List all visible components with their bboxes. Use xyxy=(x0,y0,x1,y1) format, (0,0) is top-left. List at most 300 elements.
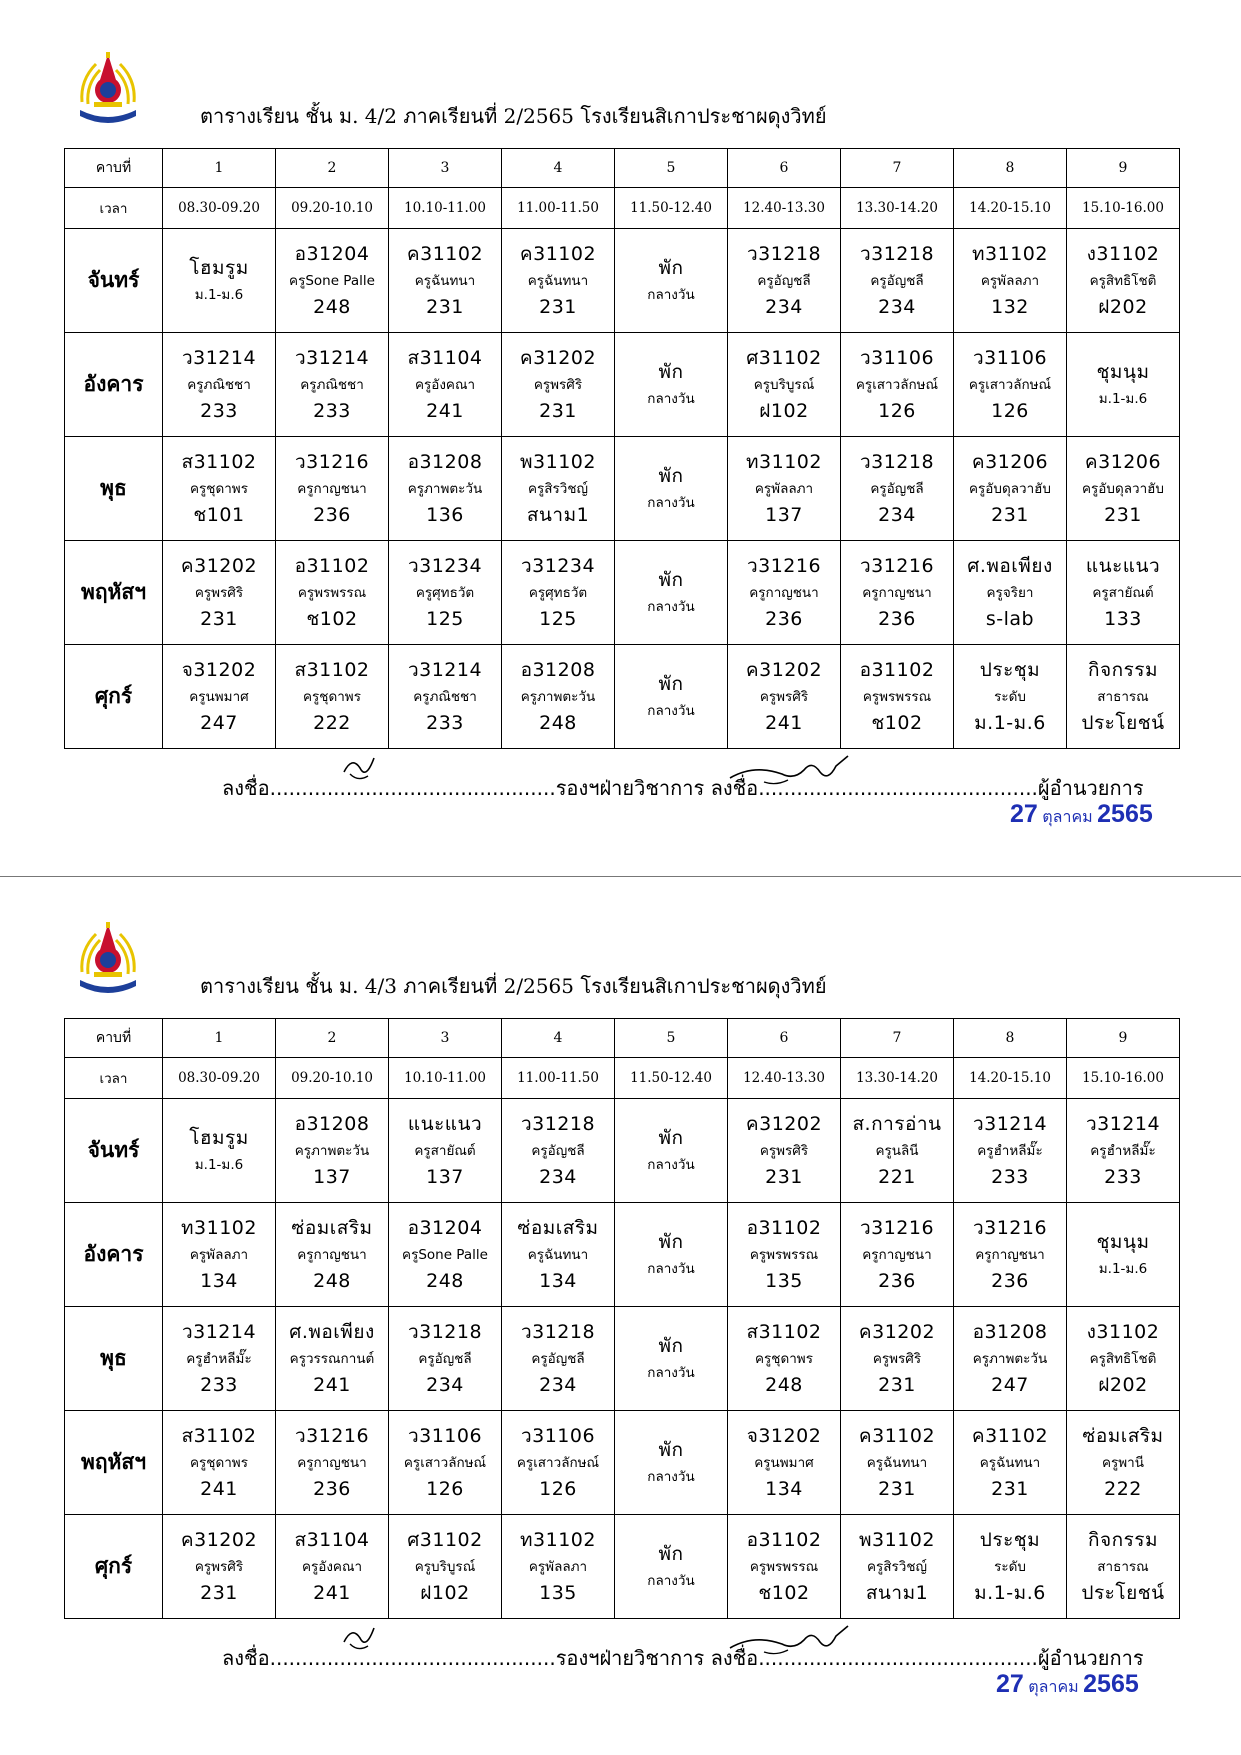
time-slot: 09.20-10.10 xyxy=(276,188,389,229)
subject-code: ว31216 xyxy=(859,554,935,577)
teacher-name: กลางวัน xyxy=(647,1365,695,1381)
class-cell xyxy=(276,1411,389,1515)
class-cell xyxy=(954,1411,1067,1515)
class-cell xyxy=(163,333,276,437)
room-number: ฝ102 xyxy=(759,399,809,422)
teacher-name: ครูภณิชชา xyxy=(187,376,251,393)
period-number: 3 xyxy=(389,149,502,188)
period-number: 5 xyxy=(615,149,728,188)
room-number: 231 xyxy=(200,1581,238,1604)
day-name: พฤหัสฯ xyxy=(65,541,163,645)
teacher-name: ครูพรศิริ xyxy=(194,584,244,601)
class-cell xyxy=(1067,1411,1180,1515)
subject-code: ว31234 xyxy=(407,554,483,577)
room-number: 231 xyxy=(765,1165,803,1188)
subject-code: ว31214 xyxy=(294,346,370,369)
room-number: 234 xyxy=(878,503,916,526)
class-cell xyxy=(615,541,728,645)
time-slot: 12.40-13.30 xyxy=(728,188,841,229)
time-slot: 13.30-14.20 xyxy=(841,1058,954,1099)
room-number: ช102 xyxy=(306,607,358,630)
teacher-name: ครูสิทธิโชติ xyxy=(1089,1350,1157,1367)
time-slot: 15.10-16.00 xyxy=(1067,188,1180,229)
class-cell xyxy=(1067,1307,1180,1411)
teacher-name: ครูพรศิริ xyxy=(194,1558,244,1575)
period-number: 9 xyxy=(1067,149,1180,188)
time-slot: 10.10-11.00 xyxy=(389,1058,502,1099)
time-slot: 14.20-15.10 xyxy=(954,188,1067,229)
subject-code: ว31218 xyxy=(746,242,822,265)
room-number: 248 xyxy=(765,1373,803,1396)
room-number: 134 xyxy=(200,1269,238,1292)
class-cell xyxy=(163,541,276,645)
period-header-row xyxy=(65,149,1180,188)
subject-code: ว31218 xyxy=(407,1320,483,1343)
teacher-name: ครูนลินี xyxy=(875,1142,919,1159)
teacher-name: ครูฉันทนา xyxy=(866,1454,928,1471)
teacher-name: ม.1-ม.6 xyxy=(1098,1261,1148,1277)
teacher-name: ครูสายัณต์ xyxy=(414,1142,476,1159)
class-cell xyxy=(1067,1099,1180,1203)
room-number: 135 xyxy=(539,1581,577,1604)
teacher-name: ครูศุทธวัต xyxy=(528,584,588,601)
day-row xyxy=(65,645,1180,749)
room-number: 231 xyxy=(991,503,1029,526)
time-slot: 11.50-12.40 xyxy=(615,188,728,229)
room-number: 125 xyxy=(539,607,577,630)
subject-code: ส31104 xyxy=(407,346,483,369)
class-cell xyxy=(389,229,502,333)
subject-code: ซ่อมเสริม xyxy=(291,1216,373,1239)
subject-code: ซ่อมเสริม xyxy=(1082,1424,1164,1447)
signature-mark-deputy xyxy=(340,1622,380,1662)
class-cell xyxy=(276,1203,389,1307)
schedule-m4-2 xyxy=(0,0,1241,870)
subject-code: พัก xyxy=(658,1231,684,1253)
class-cell xyxy=(954,1203,1067,1307)
teacher-name: ครูSone Palle xyxy=(402,1246,488,1263)
class-cell xyxy=(615,1307,728,1411)
class-cell xyxy=(1067,645,1180,749)
subject-code: ว31218 xyxy=(859,450,935,473)
room-number: 134 xyxy=(539,1269,577,1292)
room-number: 233 xyxy=(991,1165,1029,1188)
subject-code: พ31102 xyxy=(520,450,596,473)
period-number: 9 xyxy=(1067,1019,1180,1058)
teacher-name: ครูสิรวิชญ์ xyxy=(527,480,589,497)
class-cell xyxy=(276,1307,389,1411)
subject-code: ส31104 xyxy=(294,1528,370,1551)
room-number: 236 xyxy=(313,503,351,526)
class-cell xyxy=(615,437,728,541)
class-cell xyxy=(163,229,276,333)
class-cell xyxy=(728,229,841,333)
class-cell xyxy=(954,541,1067,645)
teacher-name: ครูฉันทนา xyxy=(527,272,589,289)
teacher-name: ครูพรพรรณ xyxy=(297,584,367,601)
class-cell xyxy=(502,1307,615,1411)
teacher-name: กลางวัน xyxy=(647,703,695,719)
teacher-name: ครูอังคณา xyxy=(414,376,476,393)
teacher-name: ครูพรศิริ xyxy=(872,1350,922,1367)
subject-code: จ31202 xyxy=(746,1424,822,1447)
room-number: ฝ202 xyxy=(1098,295,1148,318)
teacher-name: กลางวัน xyxy=(647,1157,695,1173)
room-number: ประโยชน์ xyxy=(1081,711,1165,734)
class-cell xyxy=(728,333,841,437)
period-header-row xyxy=(65,1019,1180,1058)
teacher-name: ครูกาญชนา xyxy=(862,1246,932,1263)
teacher-name: ครูนพมาศ xyxy=(754,1454,814,1471)
day-row xyxy=(65,229,1180,333)
day-name: อังคาร xyxy=(65,333,163,437)
teacher-name: ครูฮำหลีมั๊ะ xyxy=(186,1350,252,1367)
room-number: สนาม1 xyxy=(865,1581,929,1604)
day-name: จันทร์ xyxy=(65,229,163,333)
signature-mark-director xyxy=(724,1622,854,1666)
day-row xyxy=(65,1307,1180,1411)
schedule-title: ตารางเรียน ชั้น ม. 4/3 ภาคเรียนที่ 2/2565 โรงเรียนสิเกาประชาผดุงวิทย์ xyxy=(200,974,827,998)
teacher-name: กลางวัน xyxy=(647,1261,695,1277)
period-number: 6 xyxy=(728,149,841,188)
subject-code: พัก xyxy=(658,1439,684,1461)
subject-code: ประชุม xyxy=(979,658,1041,681)
room-number: 241 xyxy=(765,711,803,734)
subject-code: ว31214 xyxy=(972,1112,1048,1135)
period-number: 6 xyxy=(728,1019,841,1058)
time-slot: 15.10-16.00 xyxy=(1067,1058,1180,1099)
class-cell xyxy=(615,1099,728,1203)
room-number: 137 xyxy=(313,1165,351,1188)
teacher-name: ครูพรพรรณ xyxy=(749,1246,819,1263)
class-cell xyxy=(163,1515,276,1619)
day-name: ศุกร์ xyxy=(65,1515,163,1619)
teacher-name: กลางวัน xyxy=(647,1573,695,1589)
period-label: คาบที่ xyxy=(65,1019,163,1058)
room-number: 126 xyxy=(539,1477,577,1500)
day-name: จันทร์ xyxy=(65,1099,163,1203)
room-number: 231 xyxy=(878,1373,916,1396)
teacher-name: ครูพรพรรณ xyxy=(749,1558,819,1575)
room-number: 222 xyxy=(313,711,351,734)
room-number: 126 xyxy=(878,399,916,422)
room-number: 222 xyxy=(1104,1477,1142,1500)
subject-code: ว31218 xyxy=(520,1112,596,1135)
subject-code: พ31102 xyxy=(859,1528,935,1551)
subject-code: พัก xyxy=(658,361,684,383)
subject-code: ค31202 xyxy=(519,346,597,369)
class-cell xyxy=(276,1515,389,1619)
room-number: 126 xyxy=(991,399,1029,422)
room-number: 236 xyxy=(878,607,916,630)
class-cell xyxy=(389,1099,502,1203)
room-number: 233 xyxy=(313,399,351,422)
teacher-name: ระดับ xyxy=(994,688,1026,705)
subject-code: อ31102 xyxy=(294,554,370,577)
time-slot: 08.30-09.20 xyxy=(163,1058,276,1099)
teacher-name: ครูกาญชนา xyxy=(297,1454,367,1471)
subject-code: กิจกรรม xyxy=(1087,1528,1159,1551)
class-cell xyxy=(389,1203,502,1307)
subject-code: ค31202 xyxy=(745,1112,823,1135)
time-slot: 11.50-12.40 xyxy=(615,1058,728,1099)
subject-code: อ31208 xyxy=(294,1112,370,1135)
class-cell xyxy=(1067,541,1180,645)
teacher-name: ครูชุดาพร xyxy=(190,480,248,497)
class-cell xyxy=(502,645,615,749)
teacher-name: ครูนพมาศ xyxy=(189,688,249,705)
teacher-name: ครูอับดุลวาฮับ xyxy=(1082,480,1164,497)
teacher-name: ครูพรศิริ xyxy=(759,1142,809,1159)
room-number: 233 xyxy=(200,399,238,422)
signed-date xyxy=(1010,800,1153,830)
class-cell xyxy=(502,437,615,541)
room-number: 248 xyxy=(313,295,351,318)
teacher-name: ครูกาญชนา xyxy=(749,584,819,601)
class-cell xyxy=(728,1203,841,1307)
teacher-name: ครูภาพตะวัน xyxy=(972,1350,1048,1367)
subject-code: ส31102 xyxy=(181,450,257,473)
subject-code: ค31102 xyxy=(858,1424,936,1447)
class-cell xyxy=(841,333,954,437)
subject-code: ค31202 xyxy=(180,1528,258,1551)
teacher-name: ครูอัญชลี xyxy=(870,480,924,497)
class-cell xyxy=(163,1411,276,1515)
teacher-name: ครูฮำหลีมั๊ะ xyxy=(977,1142,1043,1159)
day-row xyxy=(65,437,1180,541)
room-number: 247 xyxy=(991,1373,1029,1396)
subject-code: ว31218 xyxy=(859,242,935,265)
room-number: 241 xyxy=(313,1373,351,1396)
subject-code: ค31102 xyxy=(519,242,597,265)
teacher-name: ครูเสาวลักษณ์ xyxy=(968,376,1052,393)
time-slot: 10.10-11.00 xyxy=(389,188,502,229)
teacher-name: ครูภาพตะวัน xyxy=(294,1142,370,1159)
room-number: 236 xyxy=(765,607,803,630)
subject-code: ง31102 xyxy=(1086,1320,1160,1343)
teacher-name: ครูบริบูรณ์ xyxy=(414,1558,476,1575)
teacher-name: ครูภาพตะวัน xyxy=(520,688,596,705)
teacher-name: ครูพัลลภา xyxy=(528,1558,588,1575)
subject-code: ชุมนุม xyxy=(1096,361,1150,383)
subject-code: ส31102 xyxy=(746,1320,822,1343)
teacher-name: ครูภาพตะวัน xyxy=(407,480,483,497)
class-cell xyxy=(276,1099,389,1203)
teacher-name: ม.1-ม.6 xyxy=(194,1157,244,1173)
subject-code: อ31102 xyxy=(746,1216,822,1239)
teacher-name: ม.1-ม.6 xyxy=(194,287,244,303)
room-number: 248 xyxy=(313,1269,351,1292)
class-cell xyxy=(502,229,615,333)
subject-code: ค31102 xyxy=(406,242,484,265)
period-label: คาบที่ xyxy=(65,149,163,188)
subject-code: ค31202 xyxy=(858,1320,936,1343)
day-row xyxy=(65,1203,1180,1307)
room-number: ฝ202 xyxy=(1098,1373,1148,1396)
subject-code: ว31216 xyxy=(859,1216,935,1239)
class-cell xyxy=(389,541,502,645)
room-number: 231 xyxy=(991,1477,1029,1500)
teacher-name: ครูพรศิริ xyxy=(759,688,809,705)
class-cell xyxy=(841,437,954,541)
class-cell xyxy=(615,1203,728,1307)
schedule-m4-3 xyxy=(0,870,1241,1740)
class-cell xyxy=(163,1307,276,1411)
room-number: 231 xyxy=(539,295,577,318)
schedule-title: ตารางเรียน ชั้น ม. 4/2 ภาคเรียนที่ 2/2565 โรงเรียนสิเกาประชาผดุงวิทย์ xyxy=(200,104,827,128)
teacher-name: ครูจริยา xyxy=(986,584,1034,601)
teacher-name: ครูศุทธวัต xyxy=(415,584,475,601)
subject-code: ท31102 xyxy=(181,1216,257,1239)
room-number: 234 xyxy=(878,295,916,318)
teacher-name: ครูกาญชนา xyxy=(975,1246,1045,1263)
room-number: 137 xyxy=(426,1165,464,1188)
date-day: 27 xyxy=(996,1670,1024,1698)
teacher-name: ครูกาญชนา xyxy=(862,584,932,601)
subject-code: ว31214 xyxy=(181,346,257,369)
timetable xyxy=(64,1018,1180,1619)
signature-line: ลงชื่อ.............................................รองฯฝ่ายวิชาการ ลงชื่อ............................................ผู้อำนวยการ xyxy=(222,776,1144,800)
teacher-name: กลางวัน xyxy=(647,599,695,615)
subject-code: ค31202 xyxy=(745,658,823,681)
subject-code: พัก xyxy=(658,569,684,591)
period-number: 4 xyxy=(502,149,615,188)
teacher-name: ครูเสาวลักษณ์ xyxy=(855,376,939,393)
teacher-name: ครูกาญชนา xyxy=(297,1246,367,1263)
day-name: พุธ xyxy=(65,1307,163,1411)
class-cell xyxy=(954,645,1067,749)
period-number: 8 xyxy=(954,1019,1067,1058)
subject-code: ชุมนุม xyxy=(1096,1231,1150,1253)
class-cell xyxy=(728,437,841,541)
subject-code: ว31216 xyxy=(972,1216,1048,1239)
class-cell xyxy=(728,1411,841,1515)
class-cell xyxy=(502,333,615,437)
subject-code: ว31106 xyxy=(972,346,1048,369)
time-row xyxy=(65,188,1180,229)
teacher-name: ครูกาญชนา xyxy=(297,480,367,497)
period-number: 2 xyxy=(276,1019,389,1058)
subject-code: โฮมรูม xyxy=(189,257,249,279)
teacher-name: ครูภณิชชา xyxy=(300,376,364,393)
class-cell xyxy=(841,1203,954,1307)
subject-code: ว31106 xyxy=(520,1424,596,1447)
teacher-name: ครูชุดาพร xyxy=(755,1350,813,1367)
day-row xyxy=(65,333,1180,437)
day-name: พฤหัสฯ xyxy=(65,1411,163,1515)
room-number: ช102 xyxy=(871,711,923,734)
class-cell xyxy=(615,1411,728,1515)
signed-date xyxy=(996,1670,1139,1700)
date-year: 2565 xyxy=(1097,800,1153,828)
time-label: เวลา xyxy=(65,188,163,229)
teacher-name: ครูสิทธิโชติ xyxy=(1089,272,1157,289)
subject-code: ว31216 xyxy=(746,554,822,577)
teacher-name: กลางวัน xyxy=(647,287,695,303)
class-cell xyxy=(954,333,1067,437)
class-cell xyxy=(841,1515,954,1619)
time-slot: 09.20-10.10 xyxy=(276,1058,389,1099)
time-slot: 14.20-15.10 xyxy=(954,1058,1067,1099)
teacher-name: ครูฮำหลีมั๊ะ xyxy=(1090,1142,1156,1159)
room-number: ม.1-ม.6 xyxy=(974,711,1046,734)
class-cell xyxy=(1067,333,1180,437)
subject-code: โฮมรูม xyxy=(189,1127,249,1149)
class-cell xyxy=(502,1411,615,1515)
teacher-name: สาธารณ xyxy=(1097,1558,1149,1575)
class-cell xyxy=(163,645,276,749)
teacher-name: ครูฉันทนา xyxy=(414,272,476,289)
subject-code: ว31218 xyxy=(520,1320,596,1343)
teacher-name: ครูพัลลภา xyxy=(980,272,1040,289)
subject-code: ว31214 xyxy=(181,1320,257,1343)
room-number: 236 xyxy=(991,1269,1029,1292)
date-month: ตุลาคม xyxy=(1028,1679,1079,1696)
subject-code: ส.การอ่าน xyxy=(852,1112,942,1135)
subject-code: ว31214 xyxy=(1085,1112,1161,1135)
subject-code: กิจกรรม xyxy=(1087,658,1159,681)
day-row xyxy=(65,1099,1180,1203)
class-cell xyxy=(728,541,841,645)
subject-code: ว31106 xyxy=(407,1424,483,1447)
day-name: ศุกร์ xyxy=(65,645,163,749)
subject-code: ศ31102 xyxy=(407,1528,483,1551)
teacher-name: ครูสายัณต์ xyxy=(1092,584,1154,601)
room-number: s-lab xyxy=(985,607,1035,630)
room-number: ฝ102 xyxy=(420,1581,470,1604)
class-cell xyxy=(389,437,502,541)
room-number: 241 xyxy=(426,399,464,422)
class-cell xyxy=(954,229,1067,333)
subject-code: ท31102 xyxy=(746,450,822,473)
class-cell xyxy=(728,1307,841,1411)
class-cell xyxy=(841,229,954,333)
date-day: 27 xyxy=(1010,800,1038,828)
class-cell xyxy=(954,1099,1067,1203)
room-number: ช102 xyxy=(758,1581,810,1604)
teacher-name: ครูพรพรรณ xyxy=(862,688,932,705)
class-cell xyxy=(954,1307,1067,1411)
class-cell xyxy=(502,1203,615,1307)
teacher-name: ระดับ xyxy=(994,1558,1026,1575)
teacher-name: ม.1-ม.6 xyxy=(1098,391,1148,407)
room-number: 241 xyxy=(200,1477,238,1500)
subject-code: อ31208 xyxy=(407,450,483,473)
class-cell xyxy=(954,1515,1067,1619)
subject-code: อ31102 xyxy=(746,1528,822,1551)
class-cell xyxy=(502,541,615,645)
class-cell xyxy=(615,1515,728,1619)
period-number: 1 xyxy=(163,1019,276,1058)
class-cell xyxy=(1067,437,1180,541)
teacher-name: ครูพานี xyxy=(1102,1454,1144,1471)
subject-code: อ31208 xyxy=(520,658,596,681)
subject-code: พัก xyxy=(658,1335,684,1357)
room-number: 234 xyxy=(765,295,803,318)
class-cell xyxy=(1067,1203,1180,1307)
time-slot: 11.00-11.50 xyxy=(502,188,615,229)
teacher-name: ครูอัญชลี xyxy=(531,1142,585,1159)
room-number: 231 xyxy=(539,399,577,422)
teacher-name: ครูฉันทนา xyxy=(527,1246,589,1263)
room-number: 231 xyxy=(200,607,238,630)
subject-code: พัก xyxy=(658,1543,684,1565)
school-logo xyxy=(76,920,140,1000)
room-number: 231 xyxy=(426,295,464,318)
room-number: 125 xyxy=(426,607,464,630)
class-cell xyxy=(728,1515,841,1619)
subject-code: แนะแนว xyxy=(407,1112,483,1135)
